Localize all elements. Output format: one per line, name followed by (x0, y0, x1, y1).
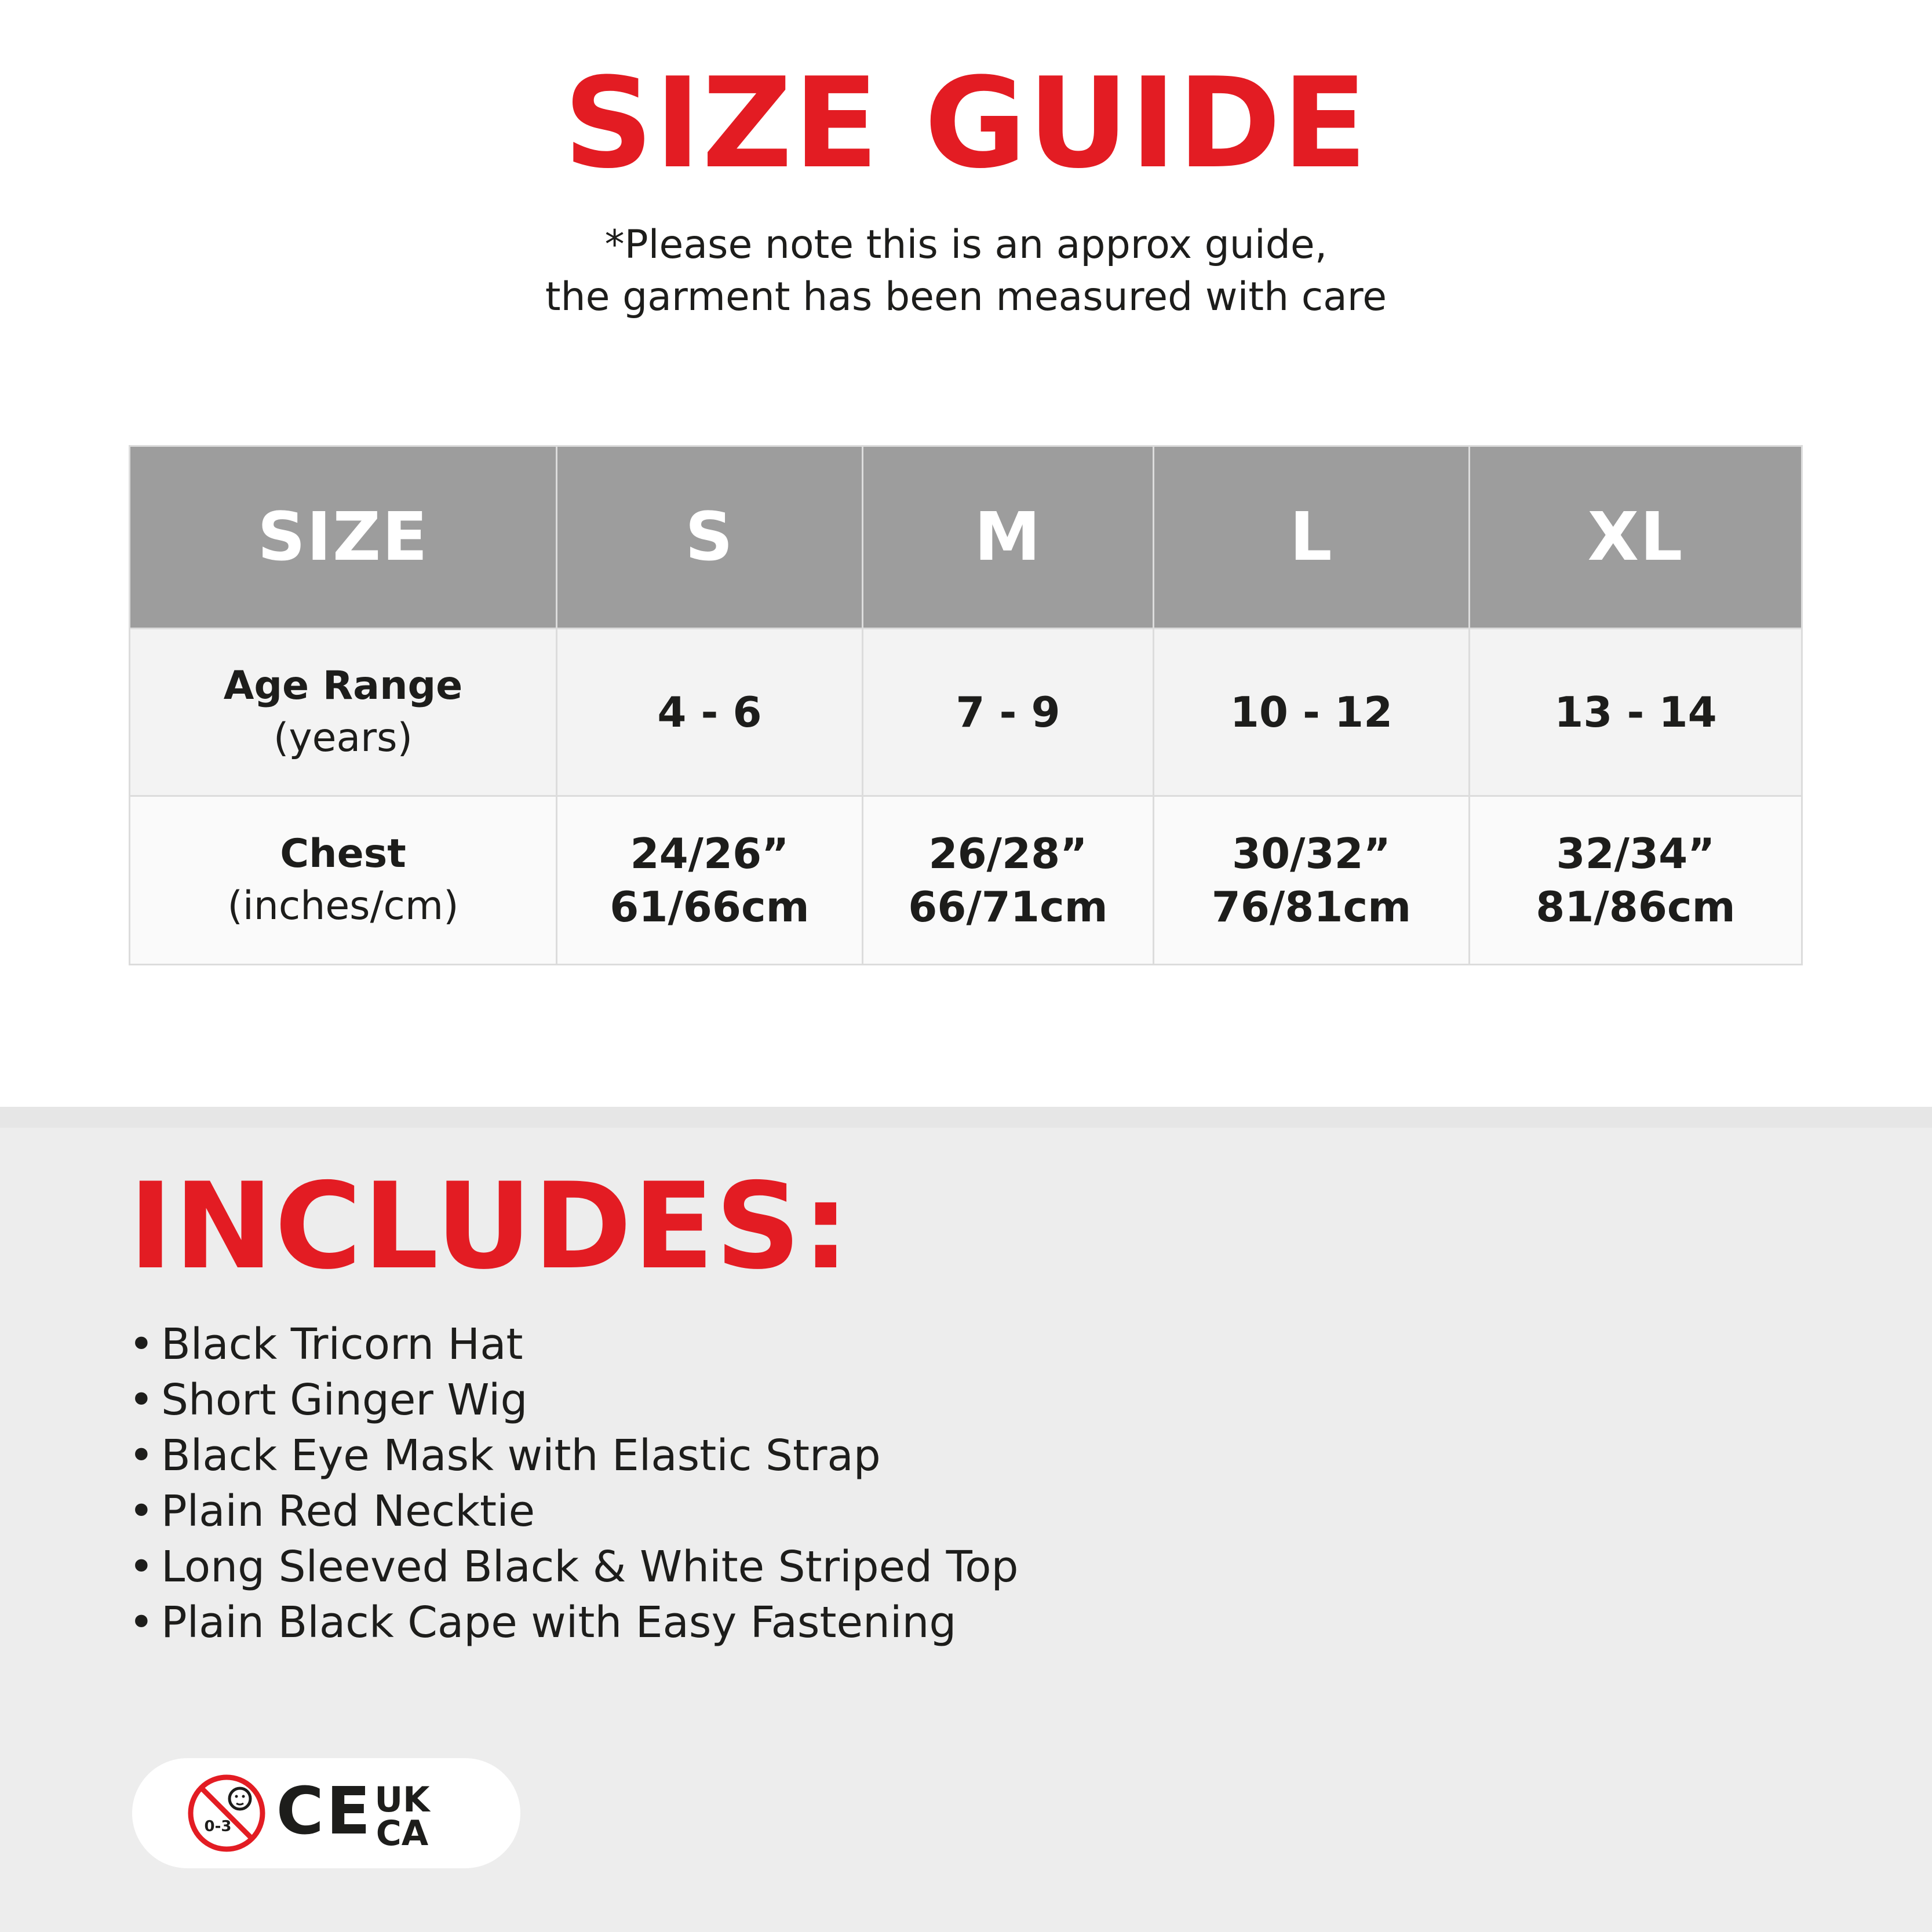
note-line-1: *Please note this is an approx guide, (604, 222, 1328, 268)
age-range-label-cell (130, 629, 557, 796)
chest-label: Chest (280, 831, 406, 877)
ukca-line-2: CA (376, 1813, 429, 1854)
list-item (129, 1539, 1019, 1595)
ce-mark-text: CE (276, 1774, 373, 1849)
not-for-under-3-icon (191, 1777, 263, 1849)
list-item-label: Plain Red Necktie (161, 1486, 535, 1536)
age-warning-label: 0-3 (204, 1818, 232, 1835)
bullet-icon: • (129, 1319, 154, 1369)
chest-label-cell (130, 796, 557, 965)
size-guide-title: SIZE GUIDE (563, 50, 1369, 196)
chest-xl-cell (1470, 796, 1802, 965)
chest-xl-cm: 81/86cm (1536, 883, 1736, 931)
ukca-mark-icon (374, 1780, 431, 1854)
list-item-label: Black Eye Mask with Elastic Strap (161, 1431, 881, 1481)
age-xl-value: 13 - 14 (1554, 688, 1717, 737)
age-xl-cell (1470, 629, 1802, 796)
list-item-label: Plain Black Cape with Easy Fastening (161, 1598, 957, 1647)
table-row-chest (130, 796, 1802, 965)
bullet-icon: • (129, 1542, 154, 1592)
header-s: S (557, 446, 863, 629)
header-m: M (863, 446, 1154, 629)
chest-l-cm: 76/81cm (1211, 883, 1412, 931)
age-m-value: 7 - 9 (956, 688, 1060, 737)
chest-m-inches: 26/28” (928, 829, 1088, 878)
table-row-age-range (130, 629, 1802, 796)
age-range-unit: (years) (273, 715, 413, 761)
bullet-icon: • (129, 1375, 154, 1425)
includes-title: INCLUDES: (129, 1158, 851, 1296)
safety-marks-svg (132, 1758, 520, 1868)
size-table (129, 445, 1803, 965)
note-line-2: the garment has been measured with care (545, 274, 1387, 320)
includes-list (129, 1317, 1019, 1650)
chest-l-inches: 30/32” (1231, 829, 1391, 878)
age-l-cell (1154, 629, 1470, 796)
list-item-label: Long Sleeved Black & White Striped Top (161, 1542, 1019, 1592)
chest-m-cell (863, 796, 1154, 965)
chest-m-cm: 66/71cm (908, 883, 1108, 931)
table-header-row (130, 446, 1802, 629)
chest-s-cell (557, 796, 863, 965)
safety-marks-badge (132, 1758, 520, 1868)
list-item (129, 1428, 1019, 1483)
list-item (129, 1595, 1019, 1650)
list-item (129, 1372, 1019, 1428)
age-range-label: Age Range (223, 663, 463, 709)
age-m-cell (863, 629, 1154, 796)
ce-mark-icon (276, 1774, 373, 1849)
list-item (129, 1483, 1019, 1539)
header-l: L (1154, 446, 1470, 629)
header-size: SIZE (130, 446, 557, 629)
age-s-cell (557, 629, 863, 796)
chest-xl-inches: 32/34” (1556, 829, 1715, 878)
approx-guide-note (0, 219, 1932, 323)
chest-s-inches: 24/26” (630, 829, 789, 878)
age-l-value: 10 - 12 (1230, 688, 1393, 737)
list-item-label: Short Ginger Wig (161, 1375, 528, 1425)
bullet-icon: • (129, 1486, 154, 1536)
list-item-label: Black Tricorn Hat (161, 1319, 523, 1369)
header-xl: XL (1470, 446, 1802, 629)
ukca-line-1: UK (374, 1780, 430, 1820)
chest-s-cm: 61/66cm (610, 883, 810, 931)
bullet-icon: • (129, 1431, 154, 1481)
list-item (129, 1317, 1019, 1372)
age-s-value: 4 - 6 (657, 688, 762, 737)
chest-unit: (inches/cm) (227, 883, 459, 929)
chest-l-cell (1154, 796, 1470, 965)
bullet-icon: • (129, 1598, 154, 1647)
